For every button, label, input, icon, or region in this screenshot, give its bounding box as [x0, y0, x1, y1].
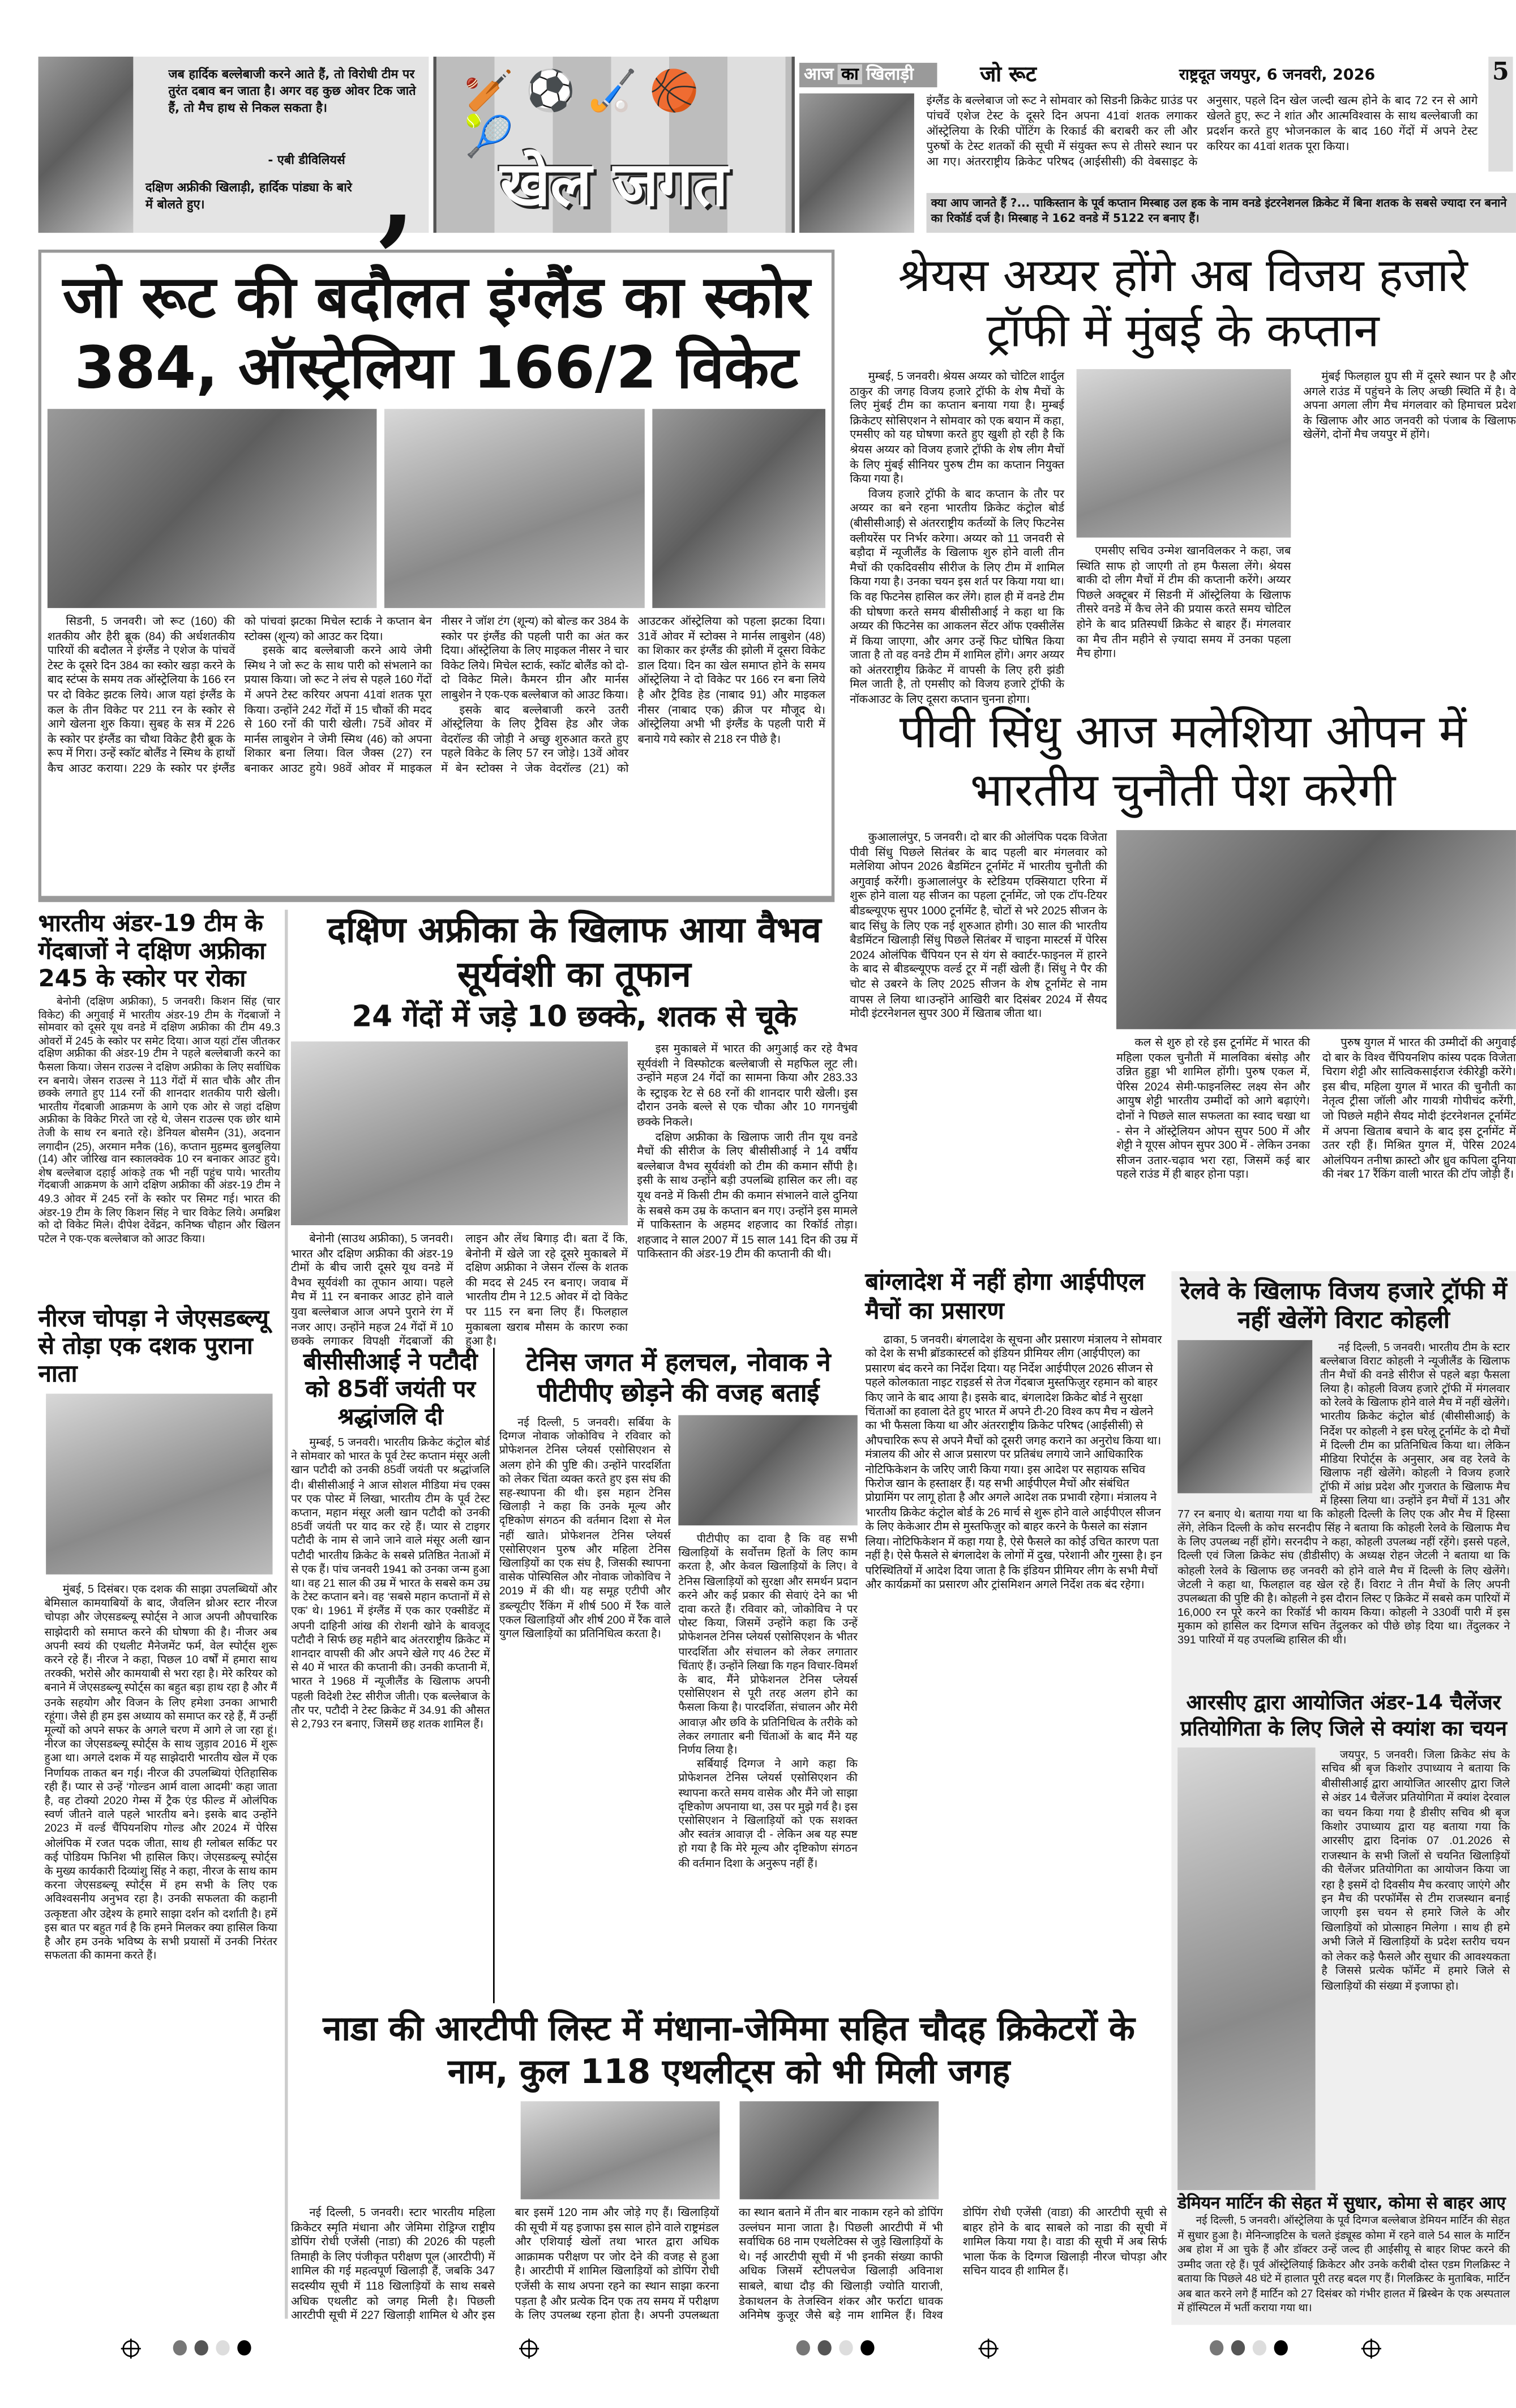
sindhu-columns — [850, 830, 1516, 1217]
shreyas-middle-column — [1077, 369, 1291, 702]
tennis-columns — [499, 1415, 858, 2006]
article-neeraj — [38, 1305, 280, 2325]
section-title: खेल जगत — [500, 150, 728, 221]
england-celebration-photo — [48, 409, 377, 608]
color-dot-icon — [1231, 2340, 1245, 2355]
label-aaj: आज — [804, 64, 834, 84]
body-neeraj — [44, 1582, 277, 2325]
vaibhav-suryavanshi-photo — [291, 1041, 628, 1225]
color-dot-icon — [237, 2340, 251, 2355]
aaj-ka-khiladi-label — [799, 63, 937, 87]
column-divider — [285, 910, 288, 2319]
headline-bangladesh: बांग्लादेश में नहीं होगा आईपीएल मैचों का प्रसारण — [865, 1268, 1145, 1325]
vaibhav-left-area — [290, 1041, 628, 1348]
label-khiladi: खिलाड़ी — [866, 64, 914, 84]
neeraj-chopra-photo — [46, 1394, 272, 1575]
registration-mark-icon — [122, 2340, 139, 2357]
label-ka: का — [838, 65, 862, 84]
article-vaibhav — [290, 910, 858, 1348]
u14-columns — [1177, 1747, 1510, 2190]
pv-sindhu-photo — [1116, 830, 1516, 1029]
color-dot-icon — [1210, 2340, 1223, 2355]
paragraph: नई दिल्ली, 5 जनवरी। स्टार भारतीय महिला क्रिकेटर स्मृति मंधाना और जेमिमा रोड्रिग्ज राष्ट्रीय डोपिंग रोधी एजेंसी (नाडा) की 2026 की पहली तिमाही के लिए पंजीकृत परीक्षण पूल (आरटीपी) में शामिल की गई महत्वपूर्ण खिलाड़ी हैं, जबकि 347 सदस्यीय सूची में 118 खिलाड़ियों के साथ सबसे अधिक एथलीट को जगह मिली है। पिछली आरटीपी सूची में 227 खिलाड़ी शामिल थे और इस बार इसमें 120 नाम और जोड़े गए हैं। खिलाड़ियों की सूची में यह इजाफा इस साल होने वाले राष्ट्रमंडल और एशियाई खेलों तथा भारत द्वारा अधिक आक्रामक परीक्षण पर जोर देने की वजह से हुआ है। आरटीपी में शामिल खिलाड़ियों को डोपिंग रोधी एजेंसी के साथ अपना रहने का स्थान साझा करना पड़ता है और प्रत्येक दिन एक तय समय में परीक्षण के लिए उपलब्ध रहना होता है। अपनी उपलब्धता का स्थान बताने में तीन बार नाकाम रहने को डोपिंग उल्लंघन माना जाता है। पिछली आरटीपी में भी सर्वाधिक 68 नाम एथलेटिक्स से जुड़े खिलाड़ियों के थे। नई आरटीपी सूची में भी इनकी संख्या काफी अधिक जिसमें स्टीपलचेज खिलाड़ी अविनाश साबले, बाधा दौड़ की खिलाड़ी ज्योति याराजी, डेकाथलन के तेजस्विन शंकर और फर्राटा धावक अनिमेष कुजूर जैसे बड़े नाम शामिल हैं। विश्व डोपिंग रोधी एजेंसी (वाडा) की आरटीपी सूची से बाहर होने के बाद साबले को नाडा की सूची में शामिल किया गया है। वाडा की सूची में अब सिर्फ भाला फेंक के दिग्गज खिलाड़ी नीरज चोपड़ा और सचिन यादव ही शामिल हैं। — [290, 2205, 1167, 2323]
sports-equipment-icons: 🏏⚽🏑🏀🎾 — [464, 69, 712, 161]
quote-author: - एबी डीविलियर्स — [268, 153, 345, 167]
article-shreyas — [850, 249, 1516, 707]
color-dot-icon — [796, 2340, 810, 2355]
page-number: 5 — [1488, 57, 1513, 172]
paragraph: जयपुर, 5 जनवरी। जिला क्रिकेट संघ के सचिव श्री बृज किशोर उपाध्याय ने बताया कि बीसीसीआई द्वारा आयोजित आरसीए द्वारा जिले से अंडर 14 चैलेंजर प्रतियोगिता में क्यांश देरवाल का चयन किया गया है डीसीए सचिव श्री बृज किशोर उपाध्याय द्वारा यह बताया गया कि आरसीए द्वारा दिनांक 07 .01.2026 से राजस्थान के सभी जिलों से चयनित खिलाड़ियों की चैलेंजर प्रतियोगिता का आयोजन किया जा रहा है इसमें दो दिवसीय मैच करवाए जाएंगे और इन मैच की परफॉर्मेंस से टीम राजस्थान बनाई जाएगी इस चयन से हमारे जिले के और खिलाड़ियों को प्रोत्साहन मिलेगा । साथ ही हमे अभी जिले में खिलाड़ियों के प्रदेश स्तरीय चयन को लेकर कड़े फैसले और सुधार की आवश्यकता है जिससे प्रत्येक फॉर्मेट में हमारे जिले से खिलाड़ियों की संख्या में इजाफा हो। — [1321, 1747, 1510, 1992]
headline-kohli: रेलवे के खिलाफ विजय हजारे ट्रॉफी में नहीं खेलेंगे विराट कोहली — [1180, 1277, 1507, 1335]
quote-context: दक्षिण अफ्रीकी खिलाड़ी, हार्दिक पांड्या के बारे में बोलते हुए। — [145, 181, 352, 212]
body-martyn — [1177, 2214, 1510, 2321]
registration-mark-icon — [521, 2340, 538, 2357]
body-nada — [291, 2205, 1167, 2328]
body-tennis-col2 — [678, 1532, 857, 2007]
player-name: जो रूट — [980, 62, 1037, 88]
quote-mark-icon: , — [378, 130, 416, 258]
color-dot-icon — [860, 2340, 874, 2355]
body-sindhu-col1 — [850, 830, 1107, 1217]
paragraph: मुंबई, 5 दिसंबर। एक दशक की साझा उपलब्धियों और बेमिसाल कामयाबियों के बाद, जैवलिन थ्रोअर स्टार नीरज चोपड़ा और जेएसडब्ल्यू स्पोर्ट्स ने आज अपनी औपचारिक साझेदारी को समाप्त करने की घोषणा की है। नीजर अब अपनी स्वयं की एथलीट मैनेजमेंट फर्म, वेल स्पोर्ट्स शुरू करने रहे हैं। नीरज ने कहा, पिछल 10 वर्षों में हमारा साथ तरक्की, भरोसे और कामयाबी से भरा रहा है। मेरे करियर को बनाने में जेएसडब्ल्यू स्पोर्ट्स का बहुत बड़ा हाथ रहा है और मैं उनके सहयोग और विजन के लिए हमेशा उनका आभारी रहूंगा। जैसे ही हम इस अध्याय को समाप्त कर रहे हैं, मैं उन्हीं मूल्यों को अपने सफर के अगले चरण में आगे ले जा रहा हूं। नीरज का जेएसडब्ल्यू स्पोर्ट्स के साथ जुड़ाव 2016 में शुरू हुआ था। अगले दशक में यह साझेदारी भारतीय खेल में एक निर्णायक ताकत बन गई। नीरज की उपलब्धियां ऐतिहासिक रही हैं। प्यार से उन्हें ‘गोल्डन आर्म वाला आदमी’ कहा जाता है, वह टोक्यो 2020 गेम्स में ट्रैक एंड फील्ड में ओलंपिक स्वर्ण जीतने वाले पहले भारतीय बने। इसके बाद उन्होंने 2023 में वर्ल्ड चैंपियनशिप गोल्ड और 2024 में पेरिस ओलंपिक में रजत पदक जीता, साथ ही ग्लोबल सर्किट पर कई पोडियम फिनिश भी हासिल किए। जेएसडब्ल्यू स्पोर्ट्स के मुख्य कार्यकारी दिव्यांशु सिंह ने कहा, नीरज के साथ काम करना जेएसडब्ल्यू स्पोर्ट्स में हम सभी के लिए एक अविश्वसनीय अनुभव रहा है। उनकी सफलता की कहानी उत्कृष्टता और उद्देश्य के हमारे साझा दर्शन को दर्शाती है। हमें इस बात पर बहुत गर्व है कि हमने मिलकर क्या हासिल किया है और हम उनके भविष्य के सभी प्रयासों में उनकी निरंतर सफलता की कामना करते हैं। — [44, 1582, 277, 1962]
body-shreyas-col1 — [850, 369, 1064, 707]
paragraph: पुरुष युगल में भारत की उम्मीदों की अगुवाई दो बार के विश्व चैंपियनशिप कांस्य पदक विजेता चिराग शेट्टी और सात्विकसाईराज रंकीरेड्डी करेंगे। इस बीच, महिला युगल में भारत की चुनौती का नेतृत्व ट्रीसा जॉली और गायत्री गोपीचंद करेंगी, जो पिछले महीने सैयद मोदी इंटरनेशनल टूर्नामेंट में अपना खिताब बचाने के बाद इस टूर्नामेंट में उतर रही हैं। मिश्रित युगल में, पेरिस 2024 ओलंपियन तनीषा क्रास्टो और ध्रुव कपिला दुनिया की नंबर 17 रैंकिंग वाली भारत की टॉप जोड़ी हैं। — [1322, 1035, 1516, 1182]
body-kohli — [1177, 1340, 1510, 1688]
nada-photo-row — [291, 2101, 1167, 2199]
devilliers-photo — [38, 57, 134, 233]
novak-djokovic-photo — [678, 1415, 857, 1525]
paragraph: इसके बाद बल्लेबाजी करने उतरी ऑस्ट्रेलिया के लिए ट्रैविस हेड और जेक वेदरॉल्ड की जोड़ी ने अच्छु शुरुआत करते हुए पहले विकेट के लिए 57 रन जोड़े। 13वें ओवर में बेन स्टोक्स ने जेक वेदरॉल्ड (21) को आउटकर ऑस्ट्रेलिया को पहला झटका दिया। 31वें ओवर में स्टोक्स ने मार्नस लाबुशेन (48) का शिकार कर इंग्लैंड की झोली में दूसरा विकेट डाल दिया। दिन का खेल समाप्त होने के समय ऑस्ट्रेलिया ने दो विकेट पर 166 रन बना लिये है और ट्रैविड हेड (नाबाद 91) और माइकल नीसर (नाबाद एक) क्रीज पर मौजूद थे। ऑस्ट्रेलिया अभी भी इंग्लैंड के पहली पारी में बनाये गये स्कोर से 218 रन पीछे है। — [441, 614, 825, 775]
joe-root-photo — [799, 93, 914, 233]
root-photo-row — [48, 409, 825, 608]
color-dot-icon — [195, 2340, 208, 2355]
paragraph: इसके बाद बल्लेबाजी करने आये जेमी स्मिथ ने जो रूट के साथ पारी को संभलाने का प्रयास किया। जो रूट ने लंच से पहले 160 गेंदों में अपने टेस्ट करियर अपना 41वां शतक पूरा किया। उन्होंने 242 गेंदों में 15 चौकों की मदद से 160 रनों की पारी खेली। 75वें ओवर में मार्नस लाबुशेन ने जेमी स्मिथ (46) को अपना शिकार बना लिया। विल जैक्स (27) रन बनाकर आउट हुये। 98वें ओवर में माइकल नीसर ने जॉश टंग (शून्य) को बोल्ड कर 384 के स्कोर पर इंग्लैंड की पहली पारी का अंत कर दिया। ऑस्ट्रेलिया के लिए माइकल नीसर ने चार विकेट लिये। मिचेल स्टार्क, स्कॉट बोलैंड को दो-दो विकेट मिले। कैमरन ग्रीन और मार्नस लाबुशेन ने एक-एक बल्लेबाज को आउट किया। — [244, 614, 629, 775]
sindhu-right-area — [1116, 830, 1516, 1217]
paragraph: बेनोनी (साउथ अफ्रीका), 5 जनवरी। भारत और दक्षिण अफ्रीका की अंडर-19 टीमों के बीच जारी दूसरे यूथ वनडे में वैभव सूर्यवंशी का तूफान आया। पहले मैच में 11 रन बनाकर आउट होने वाले युवा बल्लेबाज आज अपने पुराने रंग में नजर आए। उन्होंने महज 24 गेंदों में 10 छक्के लगाकर विपक्षी गेंदबाजों की लाइन और लेंथ बिगाड़ दी। बता दें कि, बेनोनी में खेले जा रहे दूसरे मुकाबले में दक्षिण अफ्रीका ने जेसन रॉल्स के शतक की मदद से 245 रन बनाए। जवाब में भारतीय टीम ने 12.5 ओवर में दो विकेट पर 115 रन बना लिए हैं। फिलहाल मुकाबला खराब मौसम के कारण रुका हुआ है। — [290, 1231, 628, 1348]
headline-martyn: डेमियन मार्टिन की सेहत में सुधार, कोमा से बाहर आए — [1177, 2193, 1506, 2213]
shreyas-columns — [850, 369, 1516, 707]
paragraph: इस मुकाबले में भारत की अगुआई कर रहे वैभव सूर्यवंशी ने विस्फोटक बल्लेबाजी से महफिल लूट ली। उन्होंने महज 24 गेंदों का सामना किया और 283.33 के स्ट्राइक रेट से 68 रनों की शानदार पारी खेली। इस दौरान उनके बल्ले से एक चौका और 10 गगनचुंबी छक्के निकले। — [637, 1041, 858, 1129]
headline-u19: भारतीय अंडर-19 टीम के गेंदबाजों ने दक्षिण अफ्रीका 245 के स्कोर पर रोका — [38, 909, 266, 993]
headline-shreyas: श्रेयस अय्यर होंगे अब विजय हजारे ट्रॉफी में मुंबई के कप्तान — [898, 249, 1468, 358]
paragraph: बेनोनी (दक्षिण अफ्रीका), 5 जनवरी। किशन सिंह (चार विकेट) की अगुवाई में भारतीय अंडर-19 टीम के गेंदबाजों ने सोमवार को दूसरे यूथ वनडे में दक्षिण अफ्रीका की टीम 49.3 ओवरों में 245 के स्कोर पर समेट दिया। आज यहां टॉस जीतकर दक्षिण अफ्रीका की अंडर-19 टीम ने पहले बल्लेबाजी करने का फैसला किया। जेसन राउल्स ने दक्षिण अफ्रीका के लिए सर्वाधिक रन बनाये। जेसन राउल्स ने 113 गेंदों में सात चौके और तीन छक्के लगाते हुए 114 रनों की शानदार शतकीय पारी खेली। भारतीय गेंदबाजी आक्रमण के आगे एक ओर से जहां दक्षिण अफ्रीका के विकेट गिरते जा रहे थे, जेसन राउल्स एक छोर थामे तेजी के साथ रन बनाते रहे। डेनियल बोसमैन (31), अदनान लगादीन (25), अरमान मनैक (16), कप्तान मुहम्मद बुलबुलिया (14) और जोरिख वान स्कालक्वेक 10 रन बनाकर आउट हुये। शेष बल्लेबाज दहाई आंकड़े तक भी नहीं पहुंच पाये। भारतीय गेंदबाजी आक्रमण के आगे दक्षिण अफ्रीका की अंडर-19 टीम ने 49.3 ओवर में 245 रनों के स्कोर पर सिमट गई। भारत की अंडर-19 टीम के लिए किशन सिंह ने चार विकेट लिये। अमब्रिश को दो विकेट मिले। दीपेश देवेंद्रन, कनिष्क चौहान और खिलन पटेल ने एक-एक बल्लेबाज को आउट किया। — [38, 996, 281, 1245]
color-dot-icon — [1274, 2340, 1288, 2355]
paragraph: मुंबई फिलहाल ग्रुप सी में दूसरे स्थान पर है और अगले राउंड में पहुंचने के लिए अच्छी स्थिति में है। वे अपना अगला लीग मैच मंगलवार को हिमाचल प्रदेश के खिलाफ और आठ जनवरी को पंजाब के खिलाफ खेलेंगे, दोनों मैच जयपुर में होंगे। — [1303, 369, 1516, 442]
body-root — [48, 614, 825, 890]
jemimah-rodrigues-photo — [520, 2101, 719, 2199]
headline-sindhu: पीवी सिंधु आज मलेशिया ओपन में भारतीय चुनौती पेश करेगी — [899, 706, 1467, 818]
body-u19 — [38, 997, 280, 1302]
headline-root: जो रूट की बदौलत इंग्लैंड का स्कोर 384, ऑस्ट्रेलिया 166/2 विकेट — [62, 263, 811, 401]
paragraph: मुम्बई, 5 जनवरी। भारतीय क्रिकेट कंट्रोल बोर्ड ने सोमवार को भारत के पूर्व टेस्ट कप्तान मंसूर अली खान पटौदी को उनकी 85वीं जयंती पर श्रद्धांजलि दी। बीसीसीआई ने आज सोशल मीडिया मंच एक्स पर एक पोस्ट में लिखा, भारतीय टीम के पूर्व टेस्ट कप्तान, महान मंसूर अली खान पटौदी को उनकी 85वीं जयंती पर याद कर रहे हैं। प्यार से टाइगर पटौदी के नाम से जाने जाने वाले मंसूर अली खान पटौदी भारतीय क्रिकेट के सबसे प्रतिष्ठित नेताओं में से एक हैं। पांच जनवरी 1941 को उनका जन्म हुआ था। वह 21 साल की उम्र में भारत के सबसे कम उम्र के टेस्ट कप्तान बने। वह ‘सबसे महान कप्तानों में से एक’ थे। 1961 में इंग्लैंड में एक कार एक्सीडेंट में अपनी दाहिनी आंख की रोशनी खोने के बावजूद पटौदी ने सिर्फ छह महीने बाद अंतरराष्ट्रीय क्रिकेट में शानदार वापसी की और अपने खेले गए 46 टेस्ट में से 40 में भारत की कप्तानी की। उनकी कप्तानी में, भारत ने 1968 में न्यूजीलैंड के खिलाफ अपनी पहली विदेशी टेस्ट सीरीज जीती। एक बल्लेबाज के तौर पर, पटौदी ने टेस्ट क्रिकेट में 34.91 की औसत से 2,793 रन बनाए, जिसमें छह शतक शामिल हैं। — [290, 1435, 490, 1731]
body-shreyas-col3 — [1303, 369, 1516, 702]
quote-panel — [38, 57, 429, 258]
headline-pataudi: बीसीसीआई ने पटौदी को 85वीं जयंती पर श्रद्धांजलि दी — [303, 1348, 478, 1431]
article-nada — [291, 2009, 1167, 2328]
paragraph: पीटीपीए का दावा है कि वह सभी खिलाड़ियों के सर्वोत्तम हितों के लिए काम करता है, और केवल खिलाड़ियों के लिए। वे टेनिस खिलाड़ियों को सुरक्षा और समर्थन प्रदान करने और कई प्रकार की सेवाएं देने का भी दावा करते हैं। रविवार को, जोकोविच ने पर पोस्ट किया, जिसमें उन्होंने कहा कि उन्हें प्रोफेशनल टेनिस प्लेयर्स एसोसिएशन के भीतर पारदर्शिता और संचालन को लेकर लगातार चिंताएं हैं। उन्होंने लिखा कि गहन विचार-विमर्श के बाद, मैंने प्रोफेशनल टेनिस प्लेयर्स एसोसिएशन से पूरी तरह अलग होने का फैसला किया है। पारदर्शिता, संचालन और मेरी आवाज़ और छवि के प्रतिनिधित्व के तरीके को लेकर लगातार बनी चिंताओं के बाद मैंने यह निर्णय लिया है। — [678, 1532, 858, 1757]
paragraph: एमसीए सचिव उन्मेश खानविलकर ने कहा, जब स्थिति साफ हो जाएगी तो हम फैसला लेंगे। श्रेयस बाकी दो लीग मैचों में टीम की कप्तानी करेंगे। अय्यर पिछले अक्टूबर में सिडनी में ऑस्ट्रेलिया के खिलाफ तीसरे वनडे में कैच लेने की प्रयास करते समय चोटिल होने के बाद प्रतिस्पर्धी क्रिकेट से बाहर हैं। मंगलवार का मैच तीन महीने से ज़्यादा समय में उनका पहला मैच होगा। — [1076, 544, 1291, 661]
body-sindhu-col2 — [1116, 1036, 1516, 1218]
body-u14 — [1321, 1747, 1510, 2190]
tennis-right-area — [678, 1415, 857, 2006]
paragraph: नई दिल्ली, 5 जनवरी। सर्बिया के दिग्गज नोवाक जोकोविच ने रविवार को प्रोफेशनल टेनिस प्लेयर्स एसोसिएशन से अलग होने की पुष्टि की। उन्होंने पारदर्शिता को लेकर चिंता व्यक्त करते हुए इस संघ की सह-स्थापना की थी। इस महान टेनिस खिलाड़ी ने कहा कि उनके मूल्य और दृष्टिकोण संगठन की वर्तमान दिशा से मेल नहीं खाते। प्रोफेशनल टेनिस प्लेयर्स एसोसिएशन पुरुष और महिला टेनिस खिलाड़ियों का एक संघ है, जिसकी स्थापना वासेक पोस्पिसिल और नोवाक जोकोविच ने 2019 में की थी। यह समूह एटीपी और डब्ल्यूटीए रैंकिंग में शीर्ष 500 में रैंक वाले एकल खिलाड़ियों और शीर्ष 200 में रैंक वाले युगल खिलाड़ियों का प्रतिनिधित्व करता है। — [499, 1415, 671, 1641]
body-vaibhav-lower — [290, 1231, 628, 1348]
article-sindhu — [850, 704, 1516, 1217]
paragraph: सर्बियाई दिग्गज ने आगे कहा कि प्रोफेशनल टेनिस प्लेयर्स एसोसिएशन की स्थापना करते समय वासेक और मैंने जो साझा दृष्टिकोण अपनाया था, उस पर मुझे गर्व है। इस एसोसिएशन ने खिलाड़ियों को एक सशक्त और स्वतंत्र आवाज़ दी - लेकिन अब यह स्पष्ट हो गया है कि मेरे मूल्य और दृष्टिकोण संगठन की वर्तमान दिशा के अनुरूप नहीं हैं। — [678, 1757, 858, 1870]
paragraph: कल से शुरु हो रहे इस टूर्नामेंट में भारत की महिला एकल चुनौती में मालविका बंसोड़ और उन्नित हुड्डा भी शामिल होंगी। पुरुष एकल में, पेरिस 2024 सेमी-फाइनलिस्ट लक्ष्य सेन और आयुष शेट्टी भारतीय उम्मीदों को आगे बढ़ाएंगे। दोनों ने पिछले साल सफलता का स्वाद चखा था - सेन ने ऑस्ट्रेलियन ओपन सुपर 500 में और शेट्टी ने यूएस ओपन सुपर 300 में - लेकिन उनका सीजन उतार-चढ़ाव भरा रहा, जिसमें कई बार पहले राउंड में ही बाहर होना पड़ा। — [1116, 1035, 1311, 1182]
paragraph: दक्षिण अफ्रीका के खिलाफ जारी तीन यूथ वनडे मैचों की सीरीज के लिए बीसीसीआई ने 14 वर्षीय बल्लेबाज वैभव सूर्यवंशी को टीम की कमान सौंपी है। इसी के साथ उन्होंने बड़ी उपलब्धि हासिल कर ली। वह यूथ वनडे में किसी टीम की कमान संभालने वाले दुनिया के सबसे कम उम्र के कप्तान बन गए। उन्होंने इस मामले में पाकिस्तान के अहमद शहजाद का रिकॉर्ड तोड़ा। शहजाद ने साल 2007 में 15 साल 141 दिन की उम्र में पाकिस्तान की अंडर-19 टीम की कप्तानी की थी। — [637, 1130, 858, 1261]
u14-section — [1177, 1691, 1510, 2190]
article-root — [38, 250, 835, 902]
paragraph: सिडनी, 5 जनवरी। जो रूट (160) की शतकीय और हैरी ब्रूक (84) की अर्धशतकीय पारियों की बदौलत ने इंग्लैंड ने एशेज के पांचवें टेस्ट के दूसरे दिन 384 का स्कोर खड़ा करने के बाद स्टंप्स के समय तक ऑस्ट्रेलिया के 166 रन पर दो विकेट झटक लिये। आज यहां इंग्लैंड के कल के तीन विकेट पर 211 रन के स्कोर से आगे खेलना शुरु किया। सुबह के सत्र में 226 के स्कोर पर इंग्लैंड का चौथा विकेट हैरी ब्रूक के रूप में गिरा। उन्हें स्कॉट बोलैंड ने स्मिथ के हाथों कैच आउट कराया। 229 के स्कोर पर इंग्लैंड को पांचवां झटका मिचेल स्टार्क ने कप्तान बेन स्टोक्स (शून्य) को आउट कर दिया। — [47, 614, 432, 775]
article-bangladesh — [865, 1268, 1163, 2007]
body-vaibhav-right — [637, 1041, 858, 1338]
right-panel — [1171, 1271, 1516, 2325]
did-you-know-bar: क्या आप जानते हैं ?... पाकिस्तान के पूर्व कप्तान मिस्बाह उल हक के नाम वनडे इंटरनेशनल क्रिकेट में बिना शतक के सबसे ज्यादा रन बनाने का रिकॉर्ड दर्ज है। मिस्बाह ने 162 वनडे में 5122 रन बनाए हैं। — [927, 193, 1516, 233]
headline-tennis: टेनिस जगत में हलचल, नोवाक ने पीटीपीए छोड़ने की वजह बताई — [526, 1348, 831, 1408]
article-tennis — [499, 1348, 858, 2006]
color-dot-icon — [817, 2340, 831, 2355]
headline-vaibhav: दक्षिण अफ्रीका के खिलाफ आया वैभव सूर्यवंशी का तूफान — [327, 911, 821, 996]
color-dot-icon — [839, 2340, 853, 2355]
player-text: इंग्लैंड के बल्लेबाज जो रूट ने सोमवार को सिडनी क्रिकेट ग्राउंड पर पांचवें एशेज टेस्ट के दूसरे दिन अपना 41वां शतक लगाकर ऑस्ट्रेलिया के रिकी पोंटिंग के रिकार्ड की बराबरी कर ली और पुरुषों के टेस्ट शतकों की सूची में संयुक्त रूप से तीसरे स्थान पर आ गए। अंतरराष्ट्रीय क्रिकेट परिषद (आईसीसी) की वेबसाइट के अनुसार, पहले दिन खेल जल्दी खत्म होने के बाद 72 रन से आगे खेलते हुए, रूट ने शांत और आत्मविश्वास के साथ बल्लेबाजी का प्रदर्शन करते हुए भोजनकाल के बाद 160 गेंदों में अपने टेस्ट करियर का 41वां शतक पूरा किया। — [926, 93, 1478, 169]
article-u19 — [38, 910, 280, 1302]
headline-nada: नाडा की आरटीपी लिस्ट में मंधाना-जेमिमा सहित चौदह क्रिकेटरों के नाम, कुल 118 एथलीट्स को भी मिली जगह — [323, 2011, 1135, 2093]
shreyas-iyer-photo — [1077, 369, 1291, 538]
kohli-section — [1177, 1277, 1510, 1688]
smriti-mandhana-photo — [739, 2101, 938, 2199]
paragraph: मुम्बई, 5 जनवरी। श्रेयस अय्यर को चोटिल शार्दुल ठाकुर की जगह विजय हजारे ट्रॉफी के शेष मैचों के लिए मुंबई टीम का कप्तान बनाया गया है। मुम्बई क्रिकेटए सोसिएशन ने सोमवार को एक बयान में कहा, एमसीए को यह घोषणा करते हुए खुशी हो रही है कि श्रेयस अय्यर को विजय हजारे ट्रॉफी के शेष लीग मैचों के लिए मुंबई सीनियर पुरुष टीम का कप्तान नियुक्त किया गया है। — [850, 369, 1064, 486]
body-bangladesh — [865, 1332, 1163, 2006]
australia-bowler-photo — [652, 409, 825, 608]
subheadline-vaibhav: 24 गेंदों में जड़े 10 छक्के, शतक से चूके — [352, 1000, 797, 1034]
paragraph: कुआलालंपुर, 5 जनवरी। दो बार की ओलंपिक पदक विजेता पीवी सिंधु पिछले सितंबर के बाद पहली बार मंगलवार को मलेशिया ओपन 2026 बैडमिंटन टूर्नामेंट में भारतीय चुनौती की अगुवाई करेंगी। कुआलालंपुर के स्टेडियम एक्सियाटा एरिना में शुरू होने वाला यह सीजन का पहला टूर्नामेंट, जो एक टॉप-टियर बीडब्ल्यूएफ सुपर 1000 टूर्नामेंट है, चोटों से भरे 2025 सीजन के बाद सिंधु के लिए एक नई शुरुआत होगी। 30 साल की भारतीय बैडमिंटन खिलाड़ी सिंधु पिछले सितंबर में चाइना मास्टर्स में पेरिस 2024 ओलंपिक चैंपियन एन से यंग से क्वार्टर-फाइनल में हारने के बाद से बीडब्ल्यूएफ वर्ल्ड टूर में नहीं खेली हैं। सिंधु ने पैर की चोट से उबरने के लिए 2025 सीजन के शेष टूर्नामेंट से नाम वापस ले लिया था।उन्होंने आखिरी बार दिसंबर 2024 में सैयद मोदी इंटरनेशनल सुपर 300 में खिताब जीता था। — [850, 830, 1107, 1020]
color-dot-icon — [1253, 2340, 1266, 2355]
body-tennis-col1 — [499, 1415, 671, 2006]
color-dot-icon — [173, 2340, 187, 2355]
player-of-day-panel — [796, 57, 1516, 233]
vaibhav-columns — [290, 1041, 858, 1348]
dateline: राष्ट्रदूत जयपुर, 6 जनवरी, 2026 — [1179, 67, 1376, 84]
paragraph: नई दिल्ली, 5 जनवरी। ऑस्ट्रेलिया के पूर्व दिग्गज बल्लेबाज डेमियन मार्टिन की सेहत में सुधार हुआ है। मेनिन्जाइटिस के चलते इंड्यूस्ड कोमा में रहने वाले 54 साल के मार्टिन अब होश में आ चुके हैं और डॉक्टर उन्हें जल्द ही आईसीयू से बाहर शिफ्ट करने की उम्मीद जता रहे हैं। पूर्व ऑस्ट्रेलियाई क्रिकेटर और उनके करीबी दोस्त एडम गिलक्रिस्ट ने बताया कि पिछले 48 घंटे में हालात पूरी तरह बदल गए हैं। गिलक्रिस्ट के मुताबिक, मार्टिन अब बात करने लगे हैं मार्टिन को 27 दिसंबर को गंभीर हालत में ब्रिस्बेन के एक अस्पताल में हॉस्पिटल में भर्ती कराया गया था। — [1177, 2216, 1510, 2315]
root-century-photo — [384, 409, 645, 608]
paragraph: ढाका, 5 जनवरी। बंगलादेश के सूचना और प्रसारण मंत्रालय ने सोमवार को देश के सभी ब्रॉडकास्टर्स को इंडियन प्रीमियर लीग (आईपीएल) का प्रसारण बंद करने का निर्देश दिया। यह निर्देश आईपीएल 2026 सीजन से पहले कोलकाता नाइट राइडर्स से तेज गेंदबाज मुस्तफिज़ुर रहमान को बाहर किए जाने के बाद आया है। इसके बाद, बंगलादेश क्रिकेट बोर्ड ने सुरक्षा चिंताओं का हवाला देते हुए भारत में अपने टी-20 विश्व कप मैच न खेलने का भी फैसला किया था और अंतरराष्ट्रीय क्रिकेट परिषद (आईसीसी) से औपचारिक रूप से अपने मैचों को दूसरी जगह कराने का अनुरोध किया था। मंत्रालय की ओर से आज प्रसारण पर प्रतिबंध लगाये जाने आधिकारिक नोटिफिकेशन के जरिए जारी किया गया। इस आदेश पर सहायक सचिव फिरोज खान के हस्ताक्षर हैं। यह सभी आईपीएल मैचों और संबंधित प्रोग्रामिंग पर लागू होता है और अगले आदेश तक प्रभावी रहेगा। मंत्रालय ने भारतीय क्रिकेट कंट्रोल बोर्ड के 26 मार्च से शुरू होने वाले आईपीएल सीजन के लिए केकेआर टीम से मुस्तफिज़ुर को बाहर करने के फैसले का संज्ञान लिया। नोटिफिकेशन में कहा गया है, ऐसे फैसले का कोई उचित कारण पता नहीं है। ऐसे फैसले से बंगलादेश के लोगों में दुख, परेशानी और गुस्सा है। इन परिस्थितियों में आदेश दिया जाता है कि इंडियन प्रीमियर लीग के सभी मैचों और कार्यक्रमों का प्रसारण और ट्रांसमिशन अगले निर्देश तक बंद रहेगा। — [865, 1332, 1162, 1592]
paragraph: नई दिल्ली, 5 जनवरी। भारतीय टीम के स्टार बल्लेबाज विराट कोहली ने न्यूजीलैंड के खिलाफ तीन मैचों की वनडे सीरीज से पहले बड़ा फैसला लिया है। कोहली विजय हजारे ट्रॉफी में मंगलवार को रेलवे के खिलाफ होने वाले मैच में नहीं खेलेंगे। भारतीय क्रिकेट कंट्रोल बोर्ड (बीसीसीआई) के निर्देश पर कोहली ने इस घरेलू टूर्नामेंट के दो मैचों में दिल्ली टीम का प्रतिनिधित्व किया था। लेकिन मीडिया रिपोर्ट्स के अनुसार, अब वह रेलवे के खिलाफ नहीं खेलेंगे। कोहली ने विजय हजारे ट्रॉफी में आंध्र प्रदेश और गुजरात के खिलाफ मैच में हिस्सा लिया था। उन्होंने इन मैचों में 131 और 77 रन बनाए थे। बताया गया था कि कोहली दिल्ली के लिए एक और मैच में हिस्सा लेंगे, लेकिन दिल्ली के कोच सरनदीप सिंह ने बताया कि कोहली रेलवे के खिलाफ मैच के लिए उपलब्ध नहीं होंगे। सरनदीप ने कहा, कोहली उपलब्ध नहीं रहेंगे। इससे पहले, दिल्ली एवं जिला क्रिकेट संघ (डीडीसीए) के अध्यक्ष रोहन जेटली ने बताया था कि कोहली रेलवे के खिलाफ छह जनवरी को होने वाले मैच में दिल्ली के लिए खेलेंगे। जेटली ने कहा था, फिलहाल वह खेल रहे हैं। विराट ने तीन मैचों के लिए अपनी उपलब्धता की पुष्टि की है। कोहली ने इस दौरान लिस्ट ए क्रिकेट में सबसे कम पारियों में 16,000 रन पूरे करने का रिकॉर्ड भी कायम किया। कोहली ने 330वीं पारी में इस मुकाम को हासिल कर दिग्गज सचिन तेंदुलकर को पीछे छोड़ दिया था। तेंदुलकर ने 391 पारियों में यह उपलब्धि हासिल की थी। — [1177, 1340, 1510, 1646]
registration-mark-icon — [1363, 2340, 1380, 2357]
body-shreyas-col2 — [1077, 544, 1291, 702]
virat-kohli-photo — [1177, 1340, 1312, 1494]
section-banner — [434, 57, 795, 233]
quote-text: जब हार्दिक बल्लेबाजी करने आते हैं, तो विरोधी टीम पर तुरंत दबाव बन जाता है। अगर वह कुछ ओवर टिक जाते हैं, तो मैच हाथ से निकल सकता है। — [168, 67, 416, 115]
article-pataudi — [291, 1348, 490, 2006]
column-divider — [493, 1348, 495, 2003]
paragraph: विजय हजारे ट्रॉफी के बाद कप्तान के तौर पर अय्यर का बने रहना भारतीय क्रिकेट कंट्रोल बोर्ड (बीसीसीआई) से अंतरराष्ट्रीय कर्तव्यों के लिए फिटनेस क्लीयरेंस पर निर्भर करेगा। अय्यर को 11 जनवरी से बड़ौदा में न्यूजीलैंड के खिलाफ शुरु होने वाली तीन मैचों की एकदिवसीय सीरीज के लिए टीम में शामिल किया गया है। उनका चयन इस शर्त पर किया गया था। कि वह फिटनेस हासिल कर लेंगे। हाल ही में वनडे टीम की घोषणा करते समय बीसीसीआई ने कहा था कि अय्यर की फिटनेस का आकलन सेंटर ऑफ एक्सीलेंस में किया जाएगा, और अगर उन्हें फिट घोषित किया जाता है तो वह वनडे टीम में शामिल होंगे। अगर अय्यर को अंतरराष्ट्रीय क्रिकेट में वापसी के लिए हरी झंडी मिल जाती है, तो एमसीए को विजय हजारे ट्रॉफी के नॉकआउट के लिए दूसरा कप्तान चुनना होगा। — [850, 486, 1064, 707]
body-pataudi — [291, 1435, 490, 2007]
kyansh-photo — [1177, 1747, 1315, 2190]
registration-mark-icon — [980, 2340, 997, 2357]
martyn-section — [1177, 2193, 1510, 2322]
headline-neeraj: नीरज चोपड़ा ने जेएसडब्ल्यू से तोड़ा एक दशक पुराना नाता — [38, 1304, 269, 1388]
color-dot-icon — [216, 2340, 229, 2355]
headline-u14: आरसीए द्वारा आयोजित अंडर-14 चैलेंजर प्रतियोगिता के लिए जिले से क्यांश का चयन — [1180, 1691, 1507, 1742]
